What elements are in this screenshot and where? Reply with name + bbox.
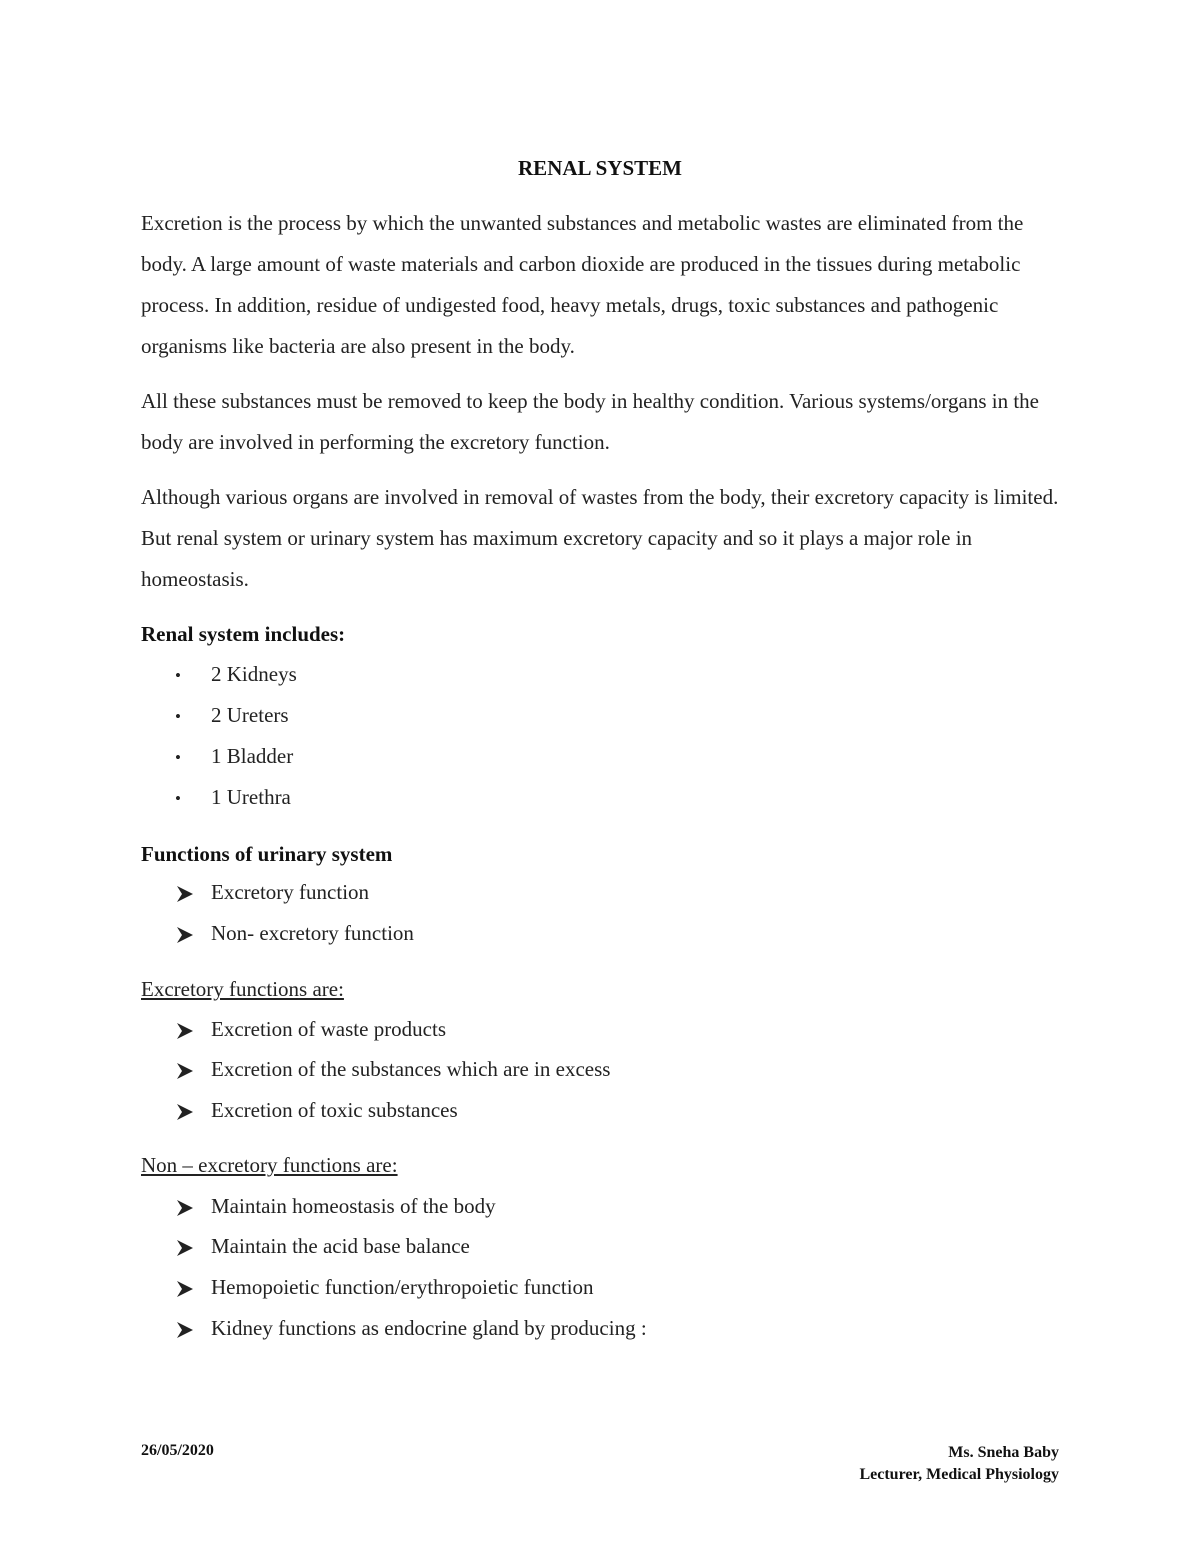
list-item-label: Kidney functions as endocrine gland by producing : <box>211 1316 647 1340</box>
bullet-icon: • <box>175 748 181 767</box>
list-item <box>175 1194 496 1224</box>
list-item <box>175 880 369 910</box>
list-item-label: 1 Bladder <box>211 744 294 768</box>
arrowhead-bullet-icon <box>175 1239 211 1257</box>
intro-paragraph: Excretion is the process by which the unwanted substances and metabolic wastes are eliminated from the body. A large amount of waste materials and carbon dioxide are produced in the tissues during metabolic process. In addition, residue of undigested food, heavy metals, drugs, toxic substances and pathogenic organisms like bacteria are also present in the body. <box>141 211 1024 358</box>
bullet-icon: • <box>175 789 181 808</box>
list-item-label: Excretion of waste products <box>211 1017 447 1041</box>
list-item-label: Hemopoietic function/erythropoietic function <box>211 1275 594 1299</box>
arrowhead-bullet-icon <box>175 1280 211 1298</box>
list-item-label: Maintain homeostasis of the body <box>211 1194 496 1218</box>
arrowhead-bullet-icon <box>175 1022 211 1040</box>
footer-author-block <box>859 1442 1059 1486</box>
arrowhead-bullet-icon <box>175 885 211 903</box>
body-paragraph: All these substances must be removed to keep the body in healthy condition. Various systems/organs in the body are involved in performing the excretory function. <box>141 389 1039 454</box>
list-item <box>175 744 293 774</box>
footer-role: Lecturer, Medical Physiology <box>859 1466 1059 1483</box>
arrowhead-bullet-icon <box>175 1062 211 1080</box>
page-title: RENAL SYSTEM <box>518 156 682 180</box>
list-item-label: 1 Urethra <box>211 785 291 809</box>
includes-heading: Renal system includes: <box>141 622 346 646</box>
list-item-label: Excretion of the substances which are in excess <box>211 1057 611 1081</box>
list-item <box>175 1017 446 1047</box>
list-item <box>175 1275 594 1305</box>
list-item-label: Excretion of toxic substances <box>211 1098 458 1122</box>
functions-heading: Functions of urinary system <box>141 842 393 866</box>
non-excretory-heading: Non – excretory functions are: <box>141 1153 398 1177</box>
arrowhead-bullet-icon <box>175 1321 211 1339</box>
list-item <box>175 1098 458 1128</box>
list-item <box>175 1234 470 1264</box>
arrowhead-bullet-icon <box>175 1199 211 1217</box>
footer-author: Ms. Sneha Baby <box>948 1444 1059 1461</box>
excretory-heading: Excretory functions are: <box>141 977 344 1001</box>
list-item <box>175 662 297 692</box>
list-item <box>175 703 289 733</box>
footer-date: 26/05/2020 <box>141 1442 214 1459</box>
list-item-label: Maintain the acid base balance <box>211 1234 470 1258</box>
arrowhead-bullet-icon <box>175 1103 211 1121</box>
list-item-label: Excretory function <box>211 880 370 904</box>
list-item <box>175 785 291 815</box>
list-item <box>175 1316 647 1346</box>
list-item <box>175 1057 610 1087</box>
bullet-icon: • <box>175 707 181 726</box>
bullet-icon: • <box>175 666 181 685</box>
list-item-label: 2 Ureters <box>211 703 289 727</box>
list-item <box>175 921 414 951</box>
body-paragraph: Although various organs are involved in removal of wastes from the body, their excretory capacity is limited. But renal system or urinary system has maximum excretory capacity and so it plays a major role in homeostasis. <box>141 485 1059 591</box>
list-item-label: Non- excretory function <box>211 921 414 945</box>
list-item-label: 2 Kidneys <box>211 662 297 686</box>
arrowhead-bullet-icon <box>175 926 211 944</box>
